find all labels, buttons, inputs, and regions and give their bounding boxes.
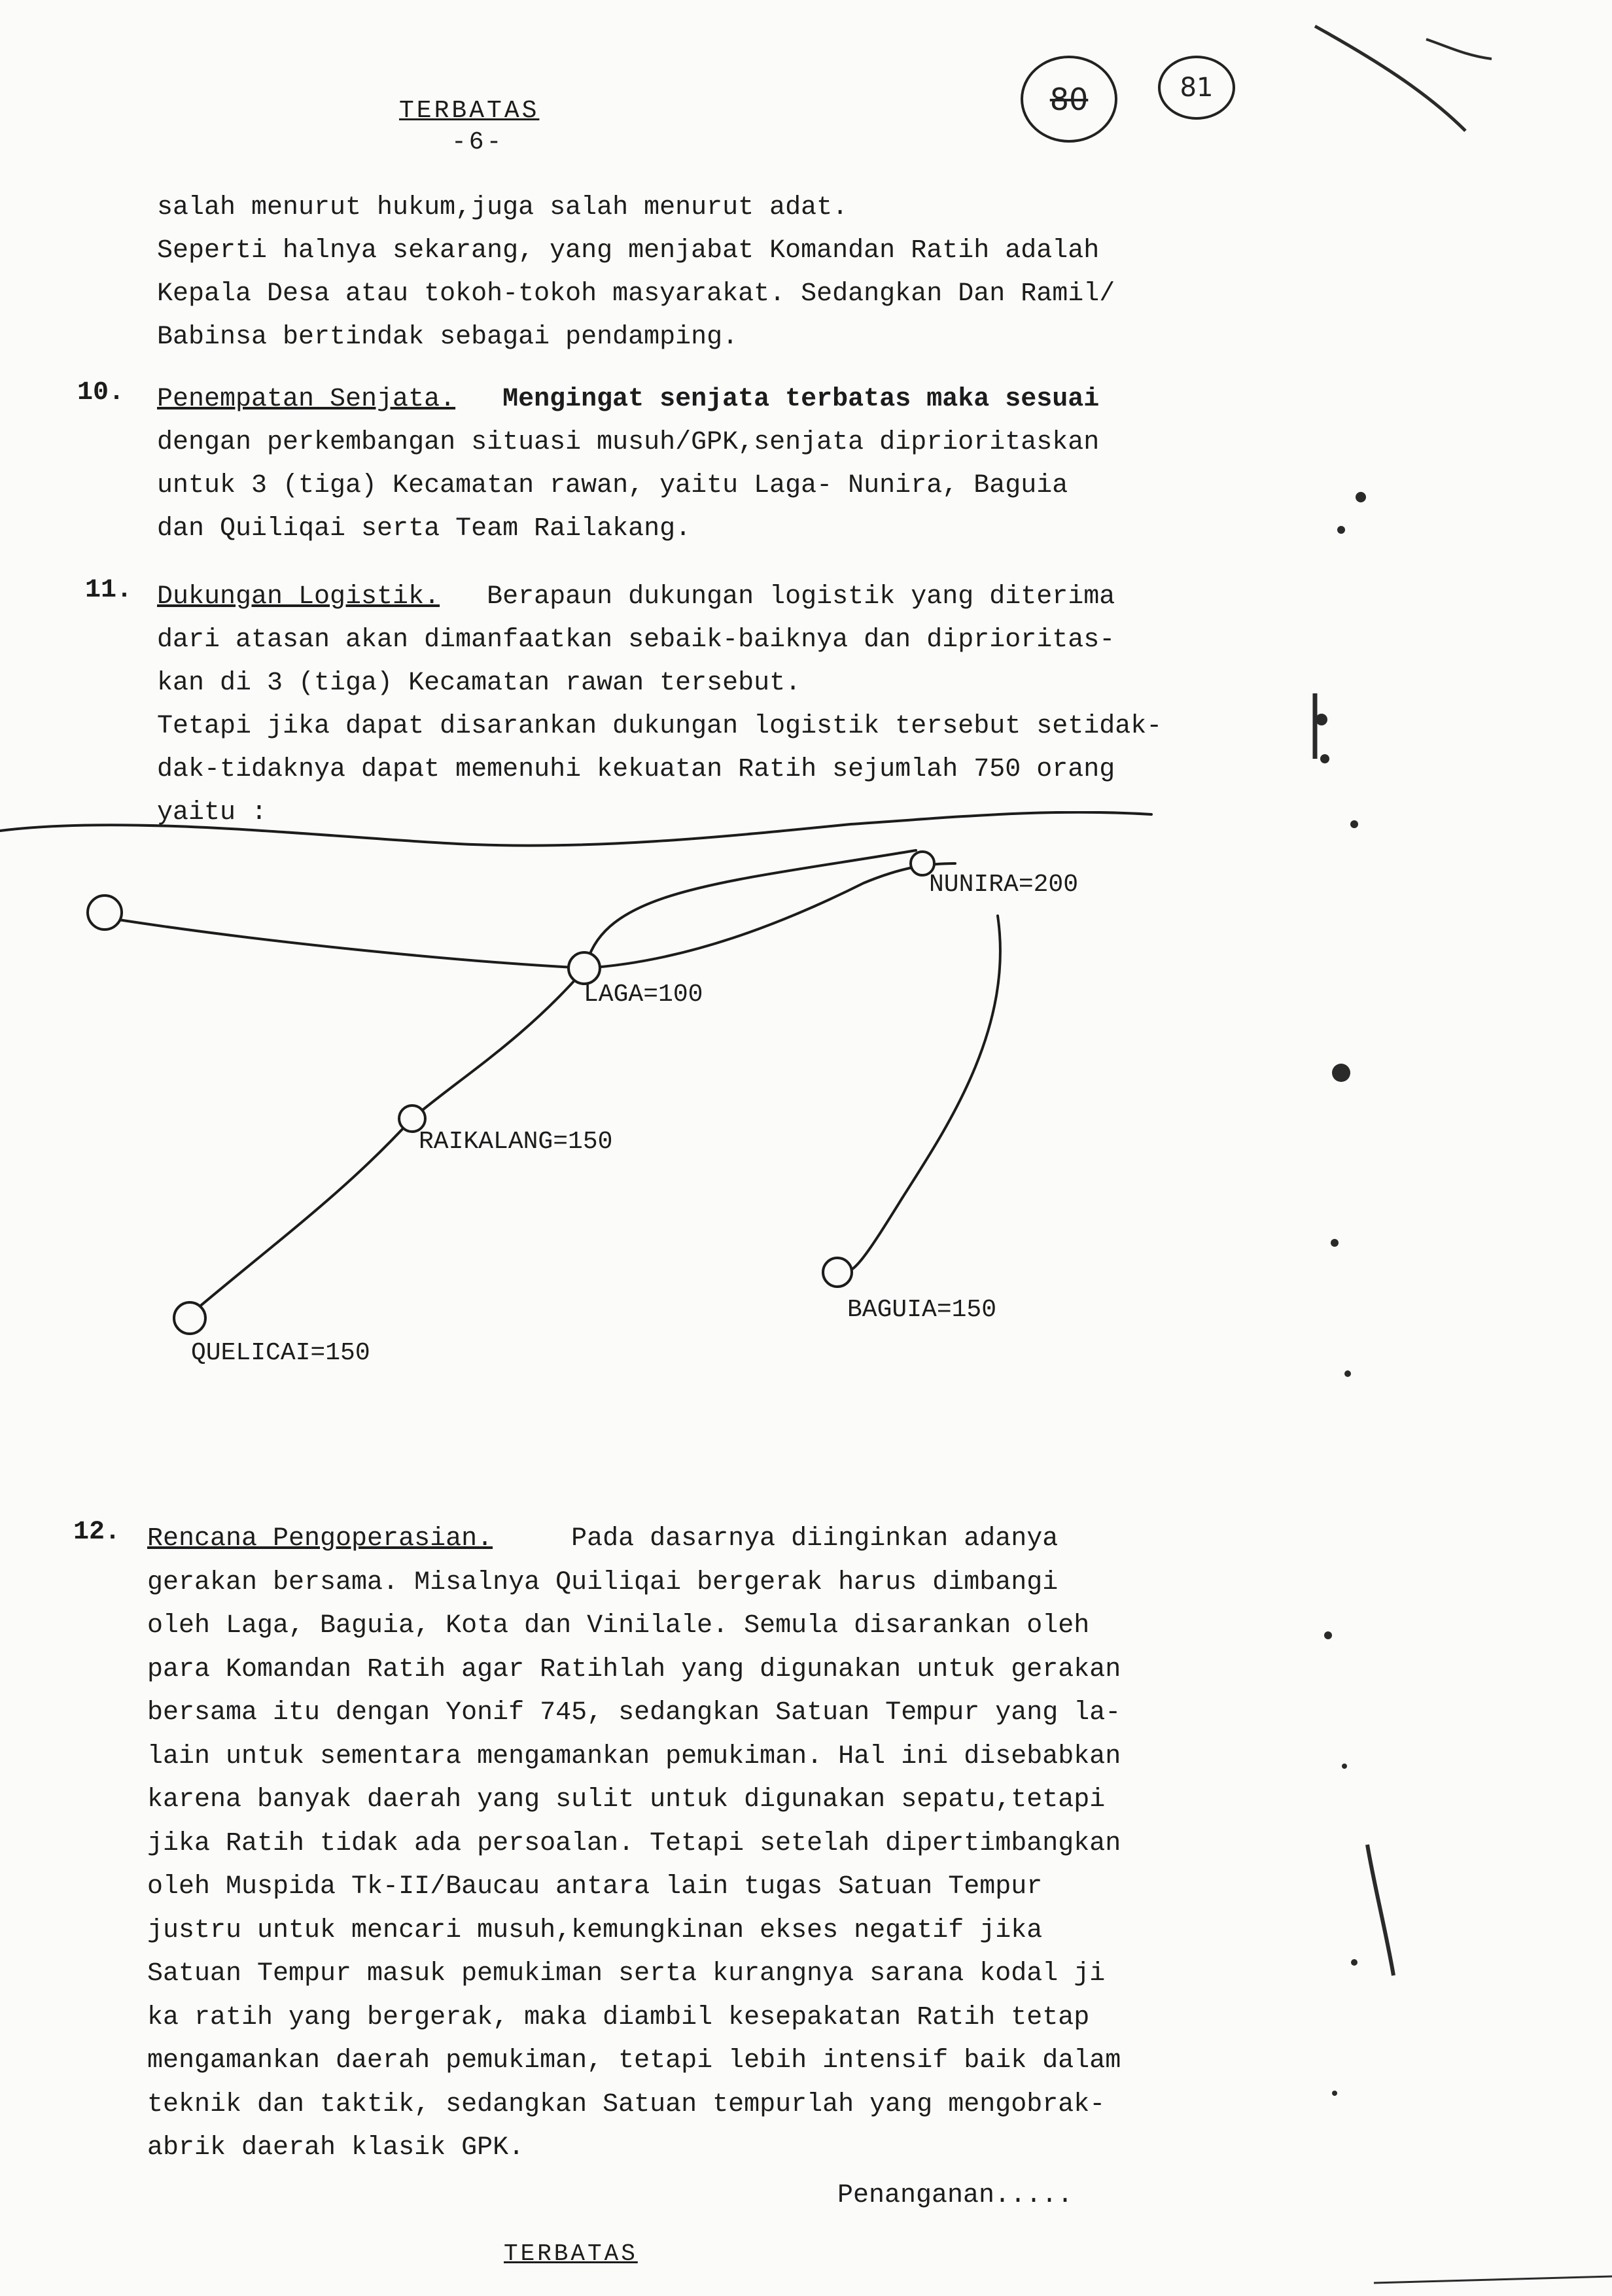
classification-header: TERBATAS [399, 97, 540, 125]
section-12-line: oleh Laga, Baguia, Kota dan Vinilale. Semula disarankan oleh [147, 1611, 1090, 1641]
section-12-line: oleh Muspida Tk-II/Baucau antara lain tugas Satuan Tempur [147, 1872, 1043, 1902]
road-laga-nunira [586, 850, 916, 968]
intro-line: Seperti halnya sekarang, yang menjabat Komandan Ratih adalah [157, 236, 1100, 266]
node-label-baguia: BAGUIA=150 [847, 1296, 997, 1324]
section-12-line: abrik daerah klasik GPK. [147, 2133, 525, 2163]
section-10-paragraph [157, 378, 1099, 551]
intro-paragraph [157, 186, 1115, 359]
section-12-first-line [147, 1518, 1121, 1561]
section-10-number: 10. [77, 378, 125, 408]
section-12-line: justru untuk mencari musuh,kemungkinan ekses negatif jika [147, 1915, 1043, 1945]
node-label-raikalang: RAIKALANG=150 [419, 1128, 613, 1156]
section-10-line: dan Quiliqai serta Team Railakang. [157, 514, 692, 544]
node-quelicai-circle [174, 1302, 205, 1334]
section-11-line: dak-tidaknya dapat memenuhi kekuatan Ratih sejumlah 750 orang [157, 755, 1115, 784]
section-12-line: karena banyak daerah yang sulit untuk digunakan sepatu,tetapi [147, 1785, 1106, 1815]
node-baguia-circle [823, 1258, 852, 1287]
section-10-heading: Penempatan Senjata. [157, 385, 456, 414]
struck-page-number: 80 [1049, 81, 1089, 117]
section-10-line: untuk 3 (tiga) Kecamatan rawan, yaitu Laga- Nunira, Baguia [157, 471, 1068, 500]
section-11-paragraph [157, 576, 1162, 835]
road-raikalang-quelicai [190, 1119, 412, 1315]
node-label-nunira: NUNIRA=200 [929, 871, 1079, 899]
section-11-line: dari atasan akan dimanfaatkan sebaik-baiknya dan diprioritas- [157, 625, 1115, 655]
section-12-heading: Rencana Pengoperasian. [147, 1524, 493, 1554]
road-nunira-baguia [841, 916, 1000, 1272]
node-label-quelicai: QUELICAI=150 [191, 1339, 370, 1367]
classification-footer: TERBATAS [504, 2240, 638, 2267]
section-12-first-line-text: Pada dasarnya diinginkan adanya [571, 1524, 1059, 1554]
section-11-heading: Dukungan Logistik. [157, 582, 440, 612]
struck-page-stamp [1021, 56, 1117, 143]
page-number: -6- [451, 128, 504, 156]
scan-edge-artifacts [1295, 0, 1612, 2296]
section-12-line: jika Ratih tidak ada persoalan. Tetapi setelah dipertimbangkan [147, 1828, 1121, 1858]
intro-line: salah menurut hukum,juga salah menurut adat. [157, 193, 849, 222]
section-11-first-line [157, 576, 1162, 619]
page-stamp [1158, 56, 1235, 120]
section-11-line: kan di 3 (tiga) Kecamatan rawan tersebut. [157, 669, 801, 698]
section-12-line: mengamankan daerah pemukiman, tetapi lebih intensif baik dalam [147, 2046, 1121, 2076]
section-12-line: Satuan Tempur masuk pemukiman serta kurangnya sarana kodal ji [147, 1959, 1106, 1989]
continuation-word: Penanganan..... [837, 2181, 1074, 2210]
road-top [0, 812, 1151, 846]
section-12-line: ka ratih yang bergerak, maka diambil kesepakatan Ratih tetap [147, 2002, 1090, 2032]
road-main [114, 863, 955, 968]
section-12-line: bersama itu dengan Yonif 745, sedangkan Satuan Tempur yang la- [147, 1698, 1121, 1728]
section-10-first-line-text: Mengingat senjata terbatas maka sesuai [502, 385, 1100, 414]
intro-line: Babinsa bertindak sebagai pendamping. [157, 322, 739, 352]
road-laga-raikalang [412, 968, 586, 1119]
section-10-first-line [157, 378, 1099, 421]
section-11-line: Tetapi jika dapat disarankan dukungan logistik tersebut setidak- [157, 712, 1163, 741]
intro-line: Kepala Desa atau tokoh-tokoh masyarakat. Sedangkan Dan Ramil/ [157, 279, 1115, 309]
section-12-paragraph [147, 1518, 1121, 2170]
section-12-line: gerakan bersama. Misalnya Quiliqai bergerak harus dimbangi [147, 1567, 1059, 1597]
node-laga-circle [569, 952, 600, 984]
section-12-line: teknik dan taktik, sedangkan Satuan tempurlah yang mengobrak- [147, 2089, 1106, 2119]
section-10-line: dengan perkembangan situasi musuh/GPK,senjata diprioritaskan [157, 428, 1100, 457]
stamped-page-number: 81 [1180, 73, 1214, 103]
node-west-circle [88, 896, 122, 930]
section-12-number: 12. [73, 1518, 121, 1547]
node-label-laga: LAGA=100 [584, 981, 703, 1009]
section-12-line: para Komandan Ratih agar Ratihlah yang digunakan untuk gerakan [147, 1654, 1121, 1684]
section-11-number: 11. [85, 576, 133, 605]
section-11-line: yaitu : [157, 798, 268, 827]
section-11-first-line-text: Berapaun dukungan logistik yang diterima [487, 582, 1115, 612]
section-12-line: lain untuk sementara mengamankan pemukiman. Hal ini disebabkan [147, 1741, 1121, 1771]
